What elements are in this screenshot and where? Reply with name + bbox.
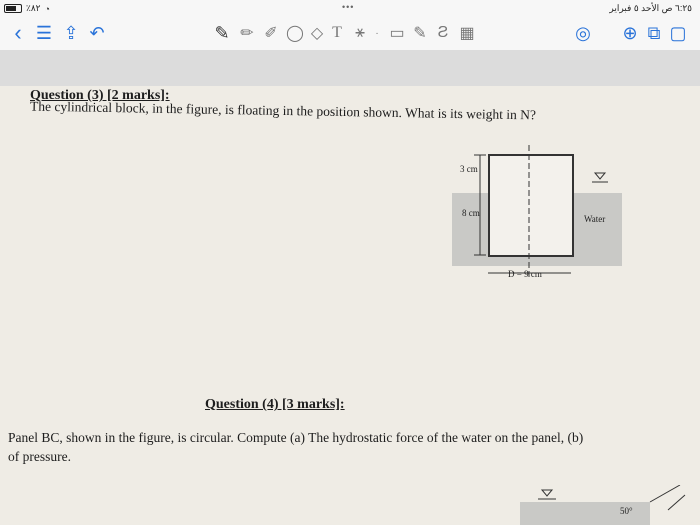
angle-label: 50° [620,506,633,516]
pen-small-icon[interactable]: ✎ [413,25,427,42]
diameter-label: D = 9 cm [508,269,542,279]
pencil-tool-icon[interactable]: ✏ [240,25,254,42]
status-time: ٦:٢٥ ص الأحد ٥ فبراير [609,3,692,13]
annotation-toolbar [0,18,700,51]
record-icon[interactable]: ◎ [575,22,591,43]
grid-view-icon[interactable]: ⧉ [647,22,661,43]
share-icon[interactable]: ⇪ [63,22,79,43]
question-4-text-line2: of pressure. [8,449,71,464]
panel-figure [520,485,700,525]
wifi-icon: ◔ [44,3,50,14]
highlighter-tool-icon[interactable]: ✐ [264,25,278,42]
more-dots[interactable]: ••• [342,2,355,12]
question-3-text: The cylindrical block, in the figure, is floating in the position shown. What is its weight in N? [29,98,537,123]
add-page-icon[interactable]: ⊕ [622,22,638,43]
eraser-tool-icon[interactable]: ◇ [310,25,324,42]
battery-icon [4,4,22,13]
height-label: 8 cm [462,208,480,218]
pages-icon[interactable]: ▢ [669,22,687,43]
separator-dot-icon: · [375,27,379,39]
water-label: Water [584,214,606,224]
text-tool-icon[interactable]: T [332,24,342,41]
lasso-tool-icon[interactable]: ◯ [286,25,304,42]
height-above-label: 3 cm [460,164,478,174]
page-top-shadow [0,50,700,86]
ruler-icon[interactable]: ▭ [389,25,405,42]
pen-tool-icon[interactable]: ✎ [214,22,230,43]
grid-icon[interactable]: ▦ [459,25,475,42]
link-icon[interactable]: Ƨ [437,24,449,41]
status-left [4,3,50,14]
shape-tool-icon[interactable]: ⚹ [355,24,365,41]
back-chevron-icon[interactable]: ‹ [14,20,22,45]
battery-percent: ٪٨٢ [26,3,41,13]
menu-icon[interactable]: ☰ [35,22,53,43]
status-bar [0,0,700,18]
question-3-heading: Question (3) [2 marks]: [30,88,170,103]
undo-icon[interactable]: ↶ [89,22,105,43]
question-4-text-line1: Panel BC, shown in the figure, is circular. Compute (a) The hydrostatic force of the water on the panel, (b) [8,430,584,445]
question-4-heading: Question (4) [3 marks]: [205,397,345,412]
